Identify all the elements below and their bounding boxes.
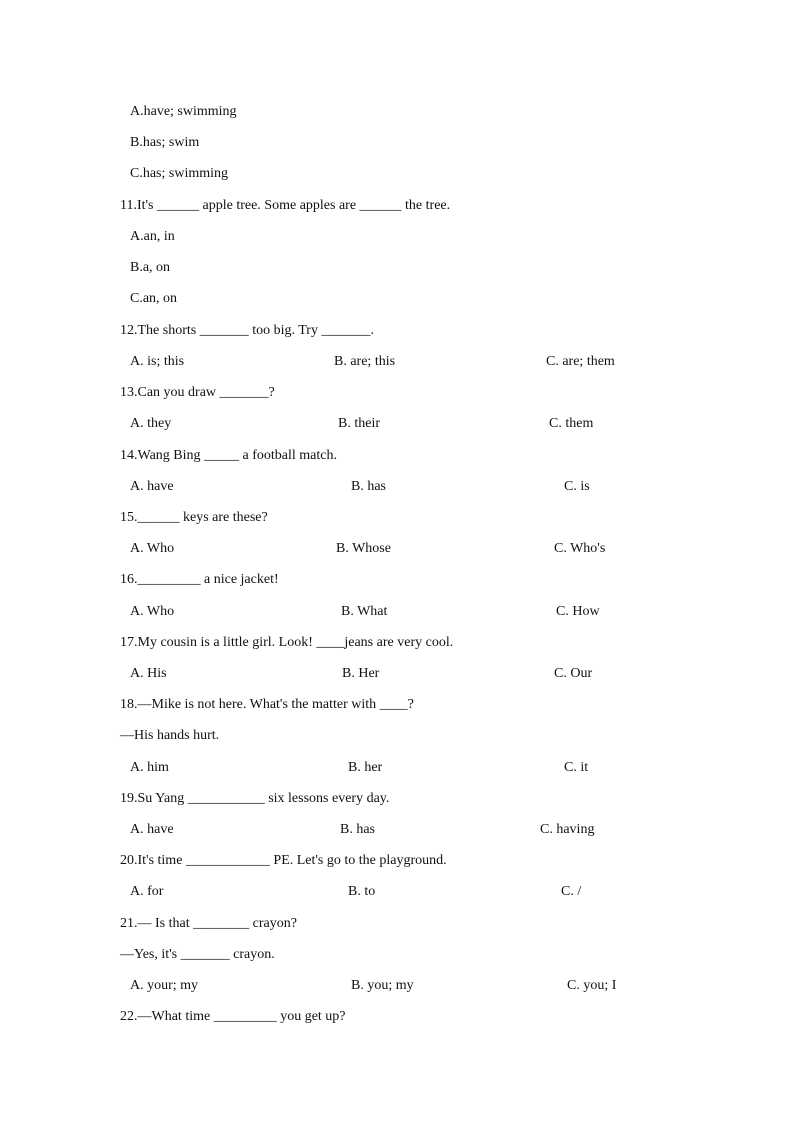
q15-option-b: B. Whose — [336, 541, 391, 556]
q10-option-a: A.have; swimming — [130, 104, 237, 119]
q13-option-a: A. they — [130, 416, 172, 431]
q18-option-b: B. her — [348, 760, 383, 775]
question-11: 11.It's ______ apple tree. Some apples are ______ the tree. — [120, 198, 451, 213]
q12-option-b: B. are; this — [334, 354, 396, 369]
q18-option-c: C. it — [564, 760, 589, 775]
question-20: 20.It's time ____________ PE. Let's go to the playground. — [120, 853, 447, 868]
q21-option-a: A. your; my — [130, 978, 199, 993]
q13-option-b: B. their — [338, 416, 380, 431]
q11-option-b: B.a, on — [130, 260, 171, 275]
q16-option-b: B. What — [341, 604, 388, 619]
q14-option-b: B. has — [351, 479, 386, 494]
q20-option-b: B. to — [348, 884, 376, 899]
question-16: 16._________ a nice jacket! — [120, 572, 279, 587]
q10-option-c: C.has; swimming — [130, 166, 229, 181]
question-15: 15.______ keys are these? — [120, 510, 268, 525]
question-13: 13.Can you draw _______? — [120, 385, 275, 400]
q20-option-c: C. / — [561, 884, 582, 899]
q15-option-c: C. Who's — [554, 541, 606, 556]
q17-option-b: B. Her — [342, 666, 380, 681]
q14-option-c: C. is — [564, 479, 590, 494]
question-12: 12.The shorts _______ too big. Try _______. — [120, 323, 374, 338]
q21-answer-line: —Yes, it's _______ crayon. — [120, 947, 275, 962]
q15-option-a: A. Who — [130, 541, 175, 556]
q11-option-a: A.an, in — [130, 229, 175, 244]
q19-option-b: B. has — [340, 822, 375, 837]
q18-answer-line: —His hands hurt. — [120, 728, 220, 743]
q19-option-c: C. having — [540, 822, 595, 837]
q12-option-c: C. are; them — [546, 354, 615, 369]
q20-option-a: A. for — [130, 884, 164, 899]
q19-option-a: A. have — [130, 822, 174, 837]
q13-option-c: C. them — [549, 416, 594, 431]
q21-option-c: C. you; I — [567, 978, 617, 993]
q16-option-c: C. How — [556, 604, 600, 619]
q17-option-a: A. His — [130, 666, 167, 681]
q16-option-a: A. Who — [130, 604, 175, 619]
q14-option-a: A. have — [130, 479, 174, 494]
question-21: 21.— Is that ________ crayon? — [120, 916, 297, 931]
q17-option-c: C. Our — [554, 666, 593, 681]
q12-option-a: A. is; this — [130, 354, 185, 369]
q10-option-b: B.has; swim — [130, 135, 200, 150]
question-17: 17.My cousin is a little girl. Look! ____jeans are very cool. — [120, 635, 454, 650]
question-18: 18.—Mike is not here. What's the matter with ____? — [120, 697, 414, 712]
q18-option-a: A. him — [130, 760, 169, 775]
question-22: 22.—What time _________ you get up? — [120, 1009, 346, 1024]
q11-option-c: C.an, on — [130, 291, 178, 306]
question-14: 14.Wang Bing _____ a football match. — [120, 448, 337, 463]
question-19: 19.Su Yang ___________ six lessons every day. — [120, 791, 390, 806]
q21-option-b: B. you; my — [351, 978, 414, 993]
